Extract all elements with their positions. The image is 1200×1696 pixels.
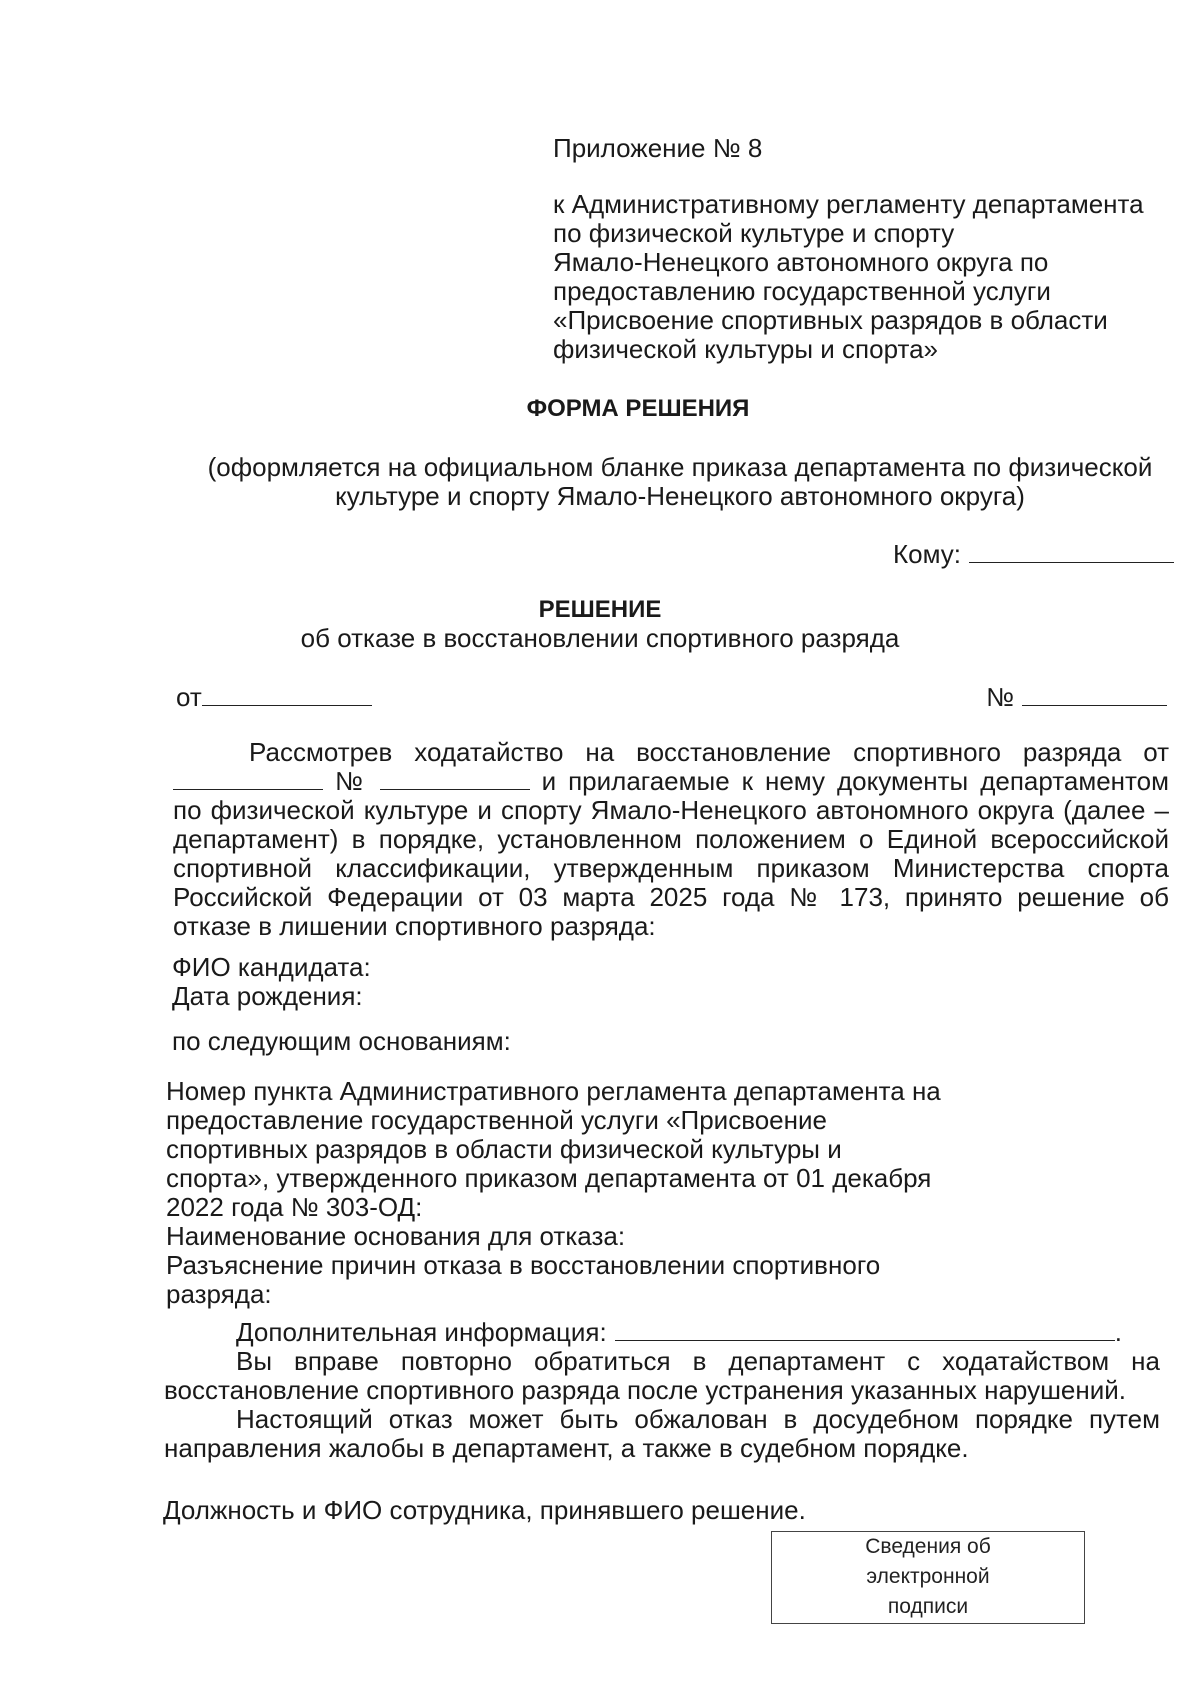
appendix-line: предоставлению государственной услуги [553,276,1051,306]
grounds-line: спорта», утвержденного приказом департамента от 01 декабря [166,1163,932,1193]
reapply-line: восстановление спортивного разряда после устранения указанных нарушений. [164,1375,1127,1405]
additional-info-field [236,1318,1122,1347]
candidate-birth-label: Дата рождения: [172,981,363,1011]
grounds-line: Номер пункта Административного регламента департамента на [166,1076,941,1106]
recipient-blank[interactable] [969,540,1174,563]
body-line-tail: и прилагаемые к нему документы департаментом [541,766,1169,796]
esig-line: Сведения об [865,1535,991,1558]
esig-line: подписи [887,1595,969,1618]
appendix-number: Приложение № 8 [553,133,763,163]
appeal-line: Настоящий отказ может быть обжалован в досудебном порядке путем [236,1404,1160,1434]
additional-info-end: . [1114,1317,1122,1347]
reapply-paragraph [164,1347,1160,1405]
appendix-header [553,134,1153,364]
appendix-line: по физической культуре и спорту [553,218,955,248]
candidate-info [172,953,371,1011]
grounds-block [166,1076,941,1309]
body-line [173,767,1169,796]
reapply-line: Вы вправе повторно обратиться в департамент с ходатайством на [236,1346,1160,1376]
appendix-line: к Административному регламенту департамента [553,189,1144,219]
appendix-reference [553,190,1153,364]
body-line: по физической культуре и спорту Ямало-Ненецкого автономного округа (далее – [173,795,1169,825]
petition-number-label: № [334,766,368,796]
candidate-fio-label: ФИО кандидата: [172,952,371,982]
body-line: отказе в лишении спортивного разряда: [173,911,656,941]
body-line: Российской Федерации от 03 марта 2025 года № 173, принято решение об [173,882,1169,912]
decision-subtitle: об отказе в восстановлении спортивного разряда [300,623,900,653]
esig-line: электронной [866,1565,990,1588]
grounds-line: Наименование основания для отказа: [166,1221,626,1251]
decision-body [173,738,1169,941]
grounds-line: предоставление государственной услуги «Присвоение [166,1105,827,1135]
number-blank[interactable] [1022,683,1167,706]
form-note-line: (оформляется на официальном бланке приказа департамента по физической [207,452,1153,482]
grounds-line: 2022 года № 303-ОД: [166,1192,423,1222]
appendix-line: «Присвоение спортивных разрядов в области [553,305,1108,335]
grounds-line: разряда: [166,1279,272,1309]
date-blank[interactable] [202,683,372,706]
petition-date-blank[interactable] [173,769,323,790]
grounds-label: по следующим основаниям: [172,1026,511,1056]
signature-label: Должность и ФИО сотрудника, принявшего решение. [163,1495,806,1525]
appeal-line: направления жалобы в департамент, а также в судебном порядке. [164,1433,969,1463]
number-field [986,683,1167,712]
form-note [180,453,1180,511]
decision-title: РЕШЕНИЕ [538,596,662,623]
body-line: департамент) в порядке, установленном положением о Единой всероссийской [173,824,1169,854]
additional-info-label: Дополнительная информация: [236,1317,607,1347]
electronic-signature-box [771,1531,1085,1624]
recipient-label: Кому: [893,539,961,569]
petition-number-blank[interactable] [380,769,530,790]
number-label: № [986,682,1014,712]
form-note-line: культуре и спорту Ямало-Ненецкого автономного округа) [335,481,1025,511]
body-line: Рассмотрев ходатайство на восстановление спортивного разряда от [249,737,1169,767]
appeal-paragraph [164,1405,1160,1463]
recipient-field [893,540,1174,569]
form-title: ФОРМА РЕШЕНИЯ [526,395,750,422]
grounds-line: Разъяснение причин отказа в восстановлении спортивного [166,1250,881,1280]
date-label: от [176,682,202,712]
additional-info-blank[interactable] [615,1318,1115,1341]
appendix-line: физической культуры и спорта» [553,334,939,364]
body-line: спортивной классификации, утвержденным приказом Министерства спорта [173,853,1169,883]
date-field [176,683,372,712]
appendix-line: Ямало-Ненецкого автономного округа по [553,247,1049,277]
grounds-line: спортивных разрядов в области физической культуры и [166,1134,842,1164]
